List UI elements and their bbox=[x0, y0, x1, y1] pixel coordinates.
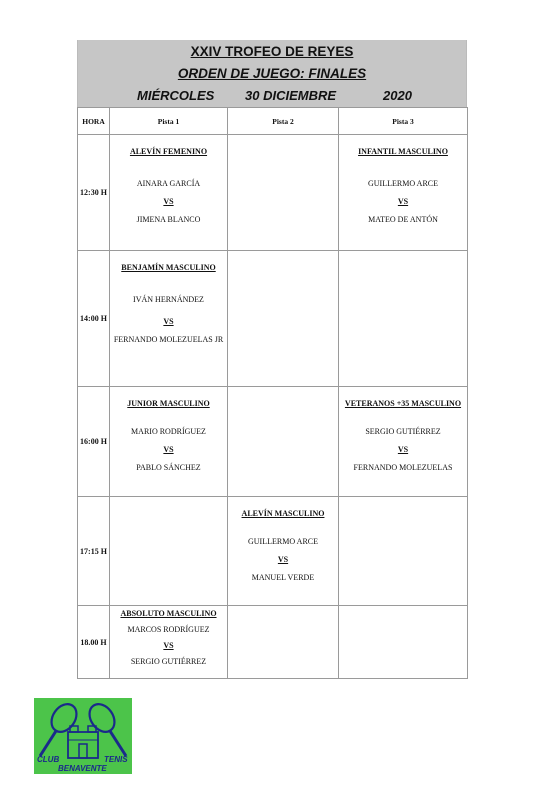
column-header-row bbox=[78, 108, 468, 135]
match-time: 16:00 H bbox=[78, 387, 110, 497]
player-name: GUILLERMO ARCE bbox=[368, 179, 438, 188]
player-name: SERGIO GUTIÉRREZ bbox=[365, 427, 441, 436]
category-label: ABSOLUTO MASCULINO bbox=[120, 609, 217, 618]
category-label: INFANTIL MASCULINO bbox=[358, 147, 448, 156]
table-row bbox=[78, 387, 468, 497]
vs-label: VS bbox=[163, 445, 174, 454]
header-banner bbox=[77, 40, 467, 107]
table-row bbox=[78, 497, 468, 606]
player-name: MARIO RODRÍGUEZ bbox=[131, 427, 206, 436]
vs-label: VS bbox=[163, 317, 174, 326]
vs-label: VS bbox=[397, 197, 409, 206]
table-row bbox=[78, 251, 468, 387]
player-name: AINARA GARCÍA bbox=[136, 179, 201, 188]
day-label: MIÉRCOLES bbox=[137, 88, 215, 103]
match-time: 18.00 H bbox=[78, 606, 110, 679]
match-cell-empty bbox=[339, 251, 468, 387]
tournament-title: XXIV TROFEO DE REYES bbox=[190, 44, 354, 59]
player-name: PABLO SÁNCHEZ bbox=[136, 463, 201, 472]
date-label: 30 DICIEMBRE bbox=[245, 88, 337, 103]
category-label: ALEVÍN MASCULINO bbox=[241, 509, 325, 518]
match-cell-empty bbox=[228, 606, 339, 679]
match-cell bbox=[110, 135, 228, 251]
player-name: IVÁN HERNÁNDEZ bbox=[133, 295, 204, 304]
column-header-pista-3: Pista 3 bbox=[339, 108, 468, 135]
player-name: FERNANDO MOLEZUELAS JR bbox=[113, 335, 224, 344]
logo-text-club: CLUB bbox=[37, 755, 60, 764]
year-label: 2020 bbox=[383, 88, 412, 103]
vs-label: VS bbox=[277, 555, 289, 564]
match-cell-empty bbox=[228, 135, 339, 251]
column-header-pista-2: Pista 2 bbox=[228, 108, 339, 135]
vs-label: VS bbox=[163, 641, 174, 650]
match-time: 17:15 H bbox=[78, 497, 110, 606]
match-cell bbox=[110, 387, 228, 497]
player-name: MANUEL VERDE bbox=[251, 573, 315, 582]
player-name: FERNANDO MOLEZUELAS bbox=[353, 463, 453, 472]
player-name: SERGIO GUTIÉRREZ bbox=[130, 657, 207, 666]
club-logo bbox=[34, 698, 132, 774]
match-cell bbox=[339, 135, 468, 251]
category-label: VETERANOS +35 MASCULINO bbox=[344, 399, 462, 408]
vs-label: VS bbox=[163, 197, 174, 206]
match-cell-empty bbox=[110, 497, 228, 606]
schedule-sheet bbox=[77, 40, 467, 679]
match-cell bbox=[110, 606, 228, 679]
player-name: GUILLERMO ARCE bbox=[248, 537, 318, 546]
category-label: BENJAMÍN MASCULINO bbox=[121, 263, 216, 272]
match-cell bbox=[228, 497, 339, 606]
column-header-pista-1: Pista 1 bbox=[110, 108, 228, 135]
column-header-hora: HORA bbox=[78, 108, 110, 135]
table-row bbox=[78, 606, 468, 679]
match-cell-empty bbox=[339, 606, 468, 679]
vs-label: VS bbox=[397, 445, 409, 454]
logo-text-benavente: BENAVENTE bbox=[58, 764, 107, 773]
match-cell-empty bbox=[339, 497, 468, 606]
schedule-subtitle: ORDEN DE JUEGO: FINALES bbox=[177, 66, 367, 81]
category-label: JUNIOR MASCULINO bbox=[127, 399, 210, 408]
player-name: JIMENA BLANCO bbox=[136, 215, 201, 224]
match-time: 14:00 H bbox=[78, 251, 110, 387]
match-cell-empty bbox=[228, 387, 339, 497]
player-name: MATEO DE ANTÓN bbox=[368, 215, 438, 224]
player-name: MARCOS RODRÍGUEZ bbox=[127, 625, 210, 634]
table-row bbox=[78, 135, 468, 251]
schedule-table bbox=[77, 107, 468, 679]
match-time: 12:30 H bbox=[78, 135, 110, 251]
match-cell-empty bbox=[228, 251, 339, 387]
match-cell bbox=[110, 251, 228, 387]
logo-text-tenis: TENIS bbox=[104, 755, 128, 764]
match-cell bbox=[339, 387, 468, 497]
category-label: ALEVÍN FEMENINO bbox=[129, 147, 208, 156]
